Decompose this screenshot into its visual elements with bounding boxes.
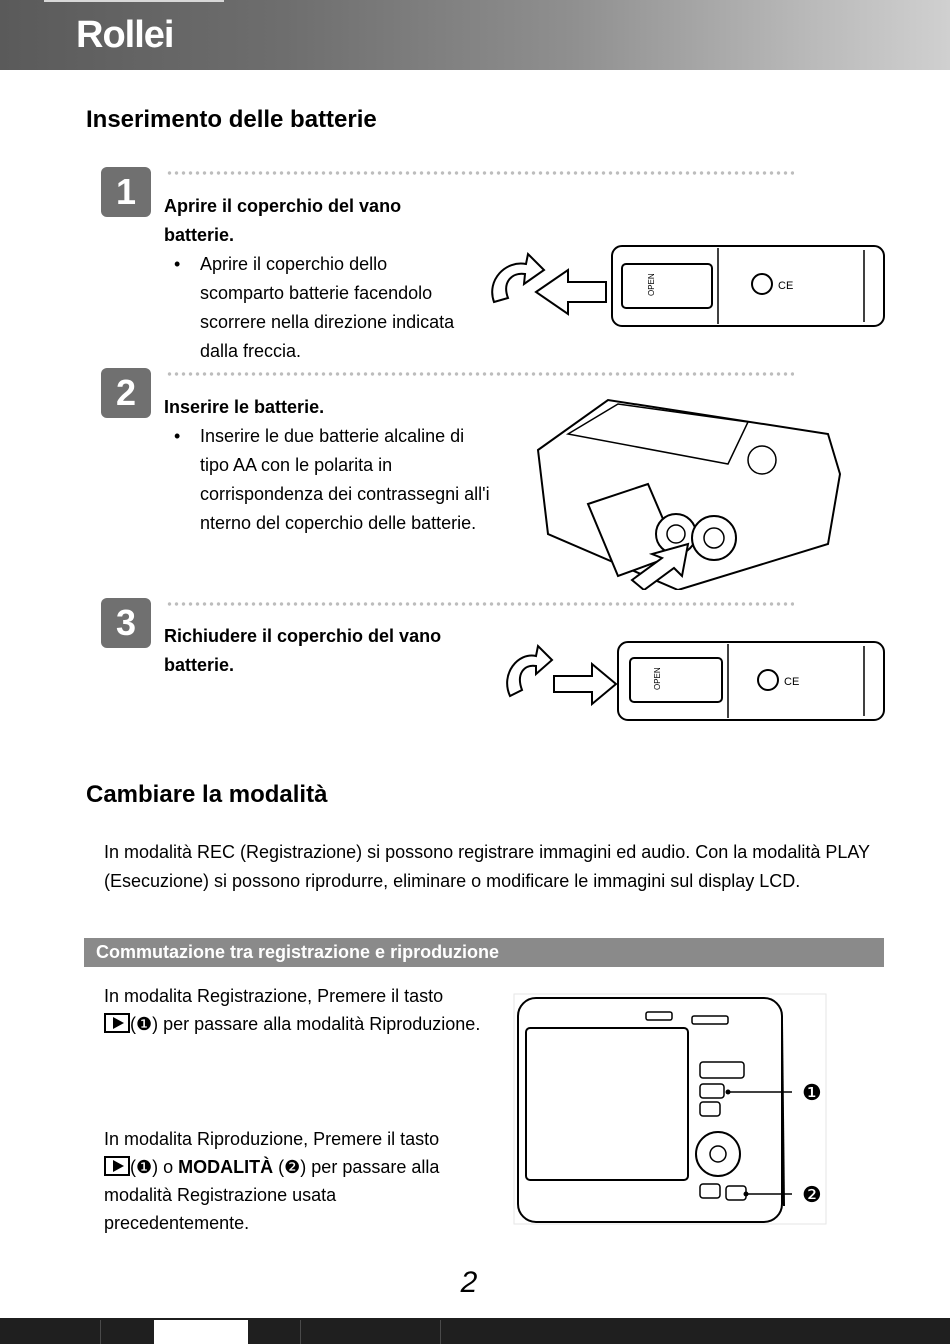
rotate-arrow-icon xyxy=(507,646,552,696)
ce-mark: CE xyxy=(778,280,794,292)
para1-text-after: per passare alla modalità Riproduzione. xyxy=(163,1014,481,1034)
mode-intro-paragraph: In modalità REC (Registrazione) si possono registrare immagini ed audio. Con la modalità PLAY (Esecuzione) si possono riprodurre, eliminare o modificare le immagini sul display LCD. xyxy=(104,842,870,891)
step-1-text xyxy=(164,192,474,366)
callout-2: ❷ xyxy=(802,1183,822,1208)
step-3-title: Richiudere il coperchio del vano batterie. xyxy=(164,626,442,675)
step-3-badge: 3 xyxy=(101,598,151,648)
step-2-title: Inserire le batterie. xyxy=(164,397,325,417)
mode-button-label: MODALITÀ xyxy=(178,1157,274,1177)
callout-1: ❶ xyxy=(802,1081,822,1106)
play-icon xyxy=(104,1013,130,1033)
camera-close-cover-illustration xyxy=(500,636,888,726)
para1-text-before: In modalita Registrazione, Premere il tasto xyxy=(104,986,444,1006)
marker-2: ❷ xyxy=(284,1157,301,1177)
footer-bar xyxy=(0,1318,950,1344)
lcd-screen xyxy=(526,1028,688,1180)
camera-back-illustration xyxy=(512,992,832,1228)
record-instruction-paragraph: In modalita Riproduzione, Premere il tasto (❶) o MODALITÀ (❷) per passare alla modalità Registrazione usata precedentemente. xyxy=(104,1129,440,1233)
battery-cover xyxy=(622,264,712,308)
footer-separator xyxy=(440,1320,441,1344)
step-3-text xyxy=(164,622,474,680)
step-1-bullet: • Aprire il coperchio dello scomparto batterie facendolo scorrere nella direzione indicata dalla freccia. xyxy=(164,250,474,366)
subheading-bar: Commutazione tra registrazione e riproduzione xyxy=(84,938,884,967)
section-title-batteries: Inserimento delle batterie xyxy=(86,106,377,133)
step-1-title: Aprire il coperchio del vano batterie. xyxy=(164,196,402,245)
brand-logo: Rollei xyxy=(76,14,174,56)
para2-text-after: per passare alla modalità Registrazione usata precedentemente. xyxy=(104,1157,440,1233)
navigation-dial xyxy=(696,1132,740,1176)
left-arrow-icon xyxy=(536,270,606,314)
footer-separator xyxy=(300,1320,301,1344)
step-2-bullet: • Inserire le due batterie alcaline di tipo AA con le polarita in corrispondenza dei contrassegni all'i nterno del coperchio delle batterie. xyxy=(164,422,494,538)
footer-highlight xyxy=(154,1320,248,1344)
rotate-arrow-icon xyxy=(492,254,544,302)
header-accent-line xyxy=(44,0,224,2)
open-label: OPEN xyxy=(653,667,662,690)
footer-separator xyxy=(100,1320,101,1344)
playback-instruction-paragraph: In modalita Registrazione, Premere il tasto (❶) per passare alla modalità Riproduzione. xyxy=(104,986,481,1034)
dotted-divider xyxy=(166,602,794,606)
camera-insert-batteries-illustration xyxy=(528,394,846,590)
battery-cover xyxy=(630,658,722,702)
navigation-dial xyxy=(748,446,776,474)
page-number: 2 xyxy=(460,1266,478,1299)
para2-text-mid: o xyxy=(163,1157,174,1177)
open-label: OPEN xyxy=(647,273,656,296)
play-icon xyxy=(104,1156,130,1176)
ce-mark: CE xyxy=(784,676,800,688)
camera-open-cover-illustration xyxy=(488,240,888,332)
marker-1: ❶ xyxy=(136,1157,153,1177)
dotted-divider xyxy=(166,171,794,175)
battery-icon xyxy=(692,516,736,560)
right-arrow-icon xyxy=(554,664,616,704)
step-1-badge: 1 xyxy=(101,167,151,217)
para2-text-before: In modalita Riproduzione, Premere il tasto xyxy=(104,1129,440,1149)
dotted-divider xyxy=(166,372,794,376)
marker-1: ❶ xyxy=(136,1014,153,1034)
step-2-badge: 2 xyxy=(101,368,151,418)
section-title-mode: Cambiare la modalità xyxy=(86,781,328,808)
step-2-text xyxy=(164,393,494,538)
